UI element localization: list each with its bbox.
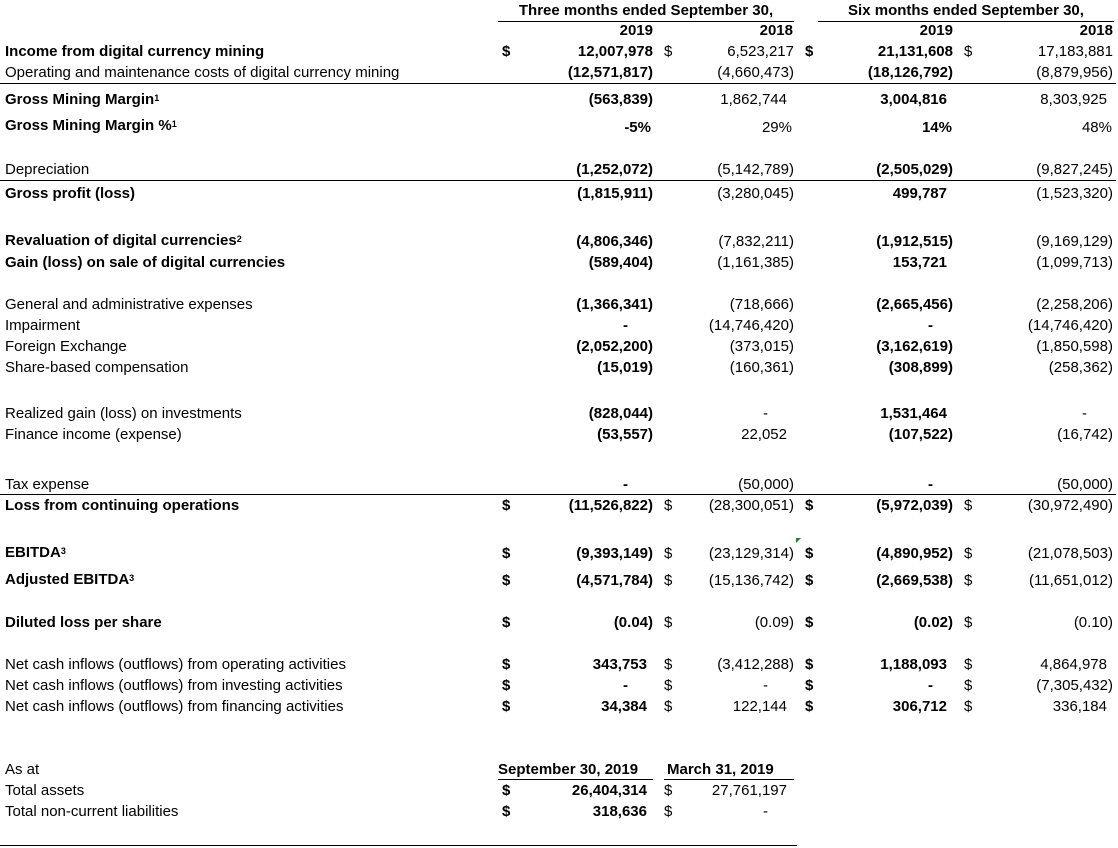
value-q2019: (2,052,200): [576, 338, 653, 355]
value-q2019: (53,557): [597, 426, 653, 443]
dollar-sign: $: [805, 545, 814, 562]
value-h2018: -: [1082, 405, 1087, 422]
dollar-sign: $: [664, 782, 673, 799]
value-q2018: -: [763, 405, 768, 422]
value-q2018: 122,144: [732, 698, 787, 715]
dollar-sign: $: [805, 677, 814, 694]
row-label-tax: Tax expense: [5, 476, 90, 493]
dollar-sign: $: [664, 572, 673, 589]
dollar-sign: $: [805, 497, 814, 514]
value-h2018: (0.10): [1073, 614, 1113, 631]
dollar-sign: $: [502, 545, 511, 562]
row-label-cfi: Net cash inflows (outflows) from investing activities: [5, 677, 343, 694]
footnote-marker: 1: [154, 93, 160, 103]
dollar-sign: $: [664, 497, 673, 514]
value-h2019: 153,721: [892, 254, 947, 271]
row-label-depreciation: Depreciation: [5, 161, 90, 178]
value-h2019: 1,531,464: [880, 405, 947, 422]
row-label-fx: Foreign Exchange: [5, 338, 127, 355]
row-label-cfo: Net cash inflows (outflows) from operating activities: [5, 656, 346, 673]
row-label-income: Income from digital currency mining: [5, 43, 265, 60]
dollar-sign: $: [502, 803, 511, 820]
dollar-sign: $: [964, 43, 973, 60]
dollar-sign: $: [964, 677, 973, 694]
value-h2018: (50,000): [1057, 476, 1113, 493]
dollar-sign: $: [502, 572, 511, 589]
value-h2018: (9,169,129): [1036, 233, 1113, 250]
value-h2019: (308,899): [888, 359, 953, 376]
value-q2018: -: [763, 677, 768, 694]
value-h2019: 21,131,608: [877, 43, 953, 60]
row-label-ncl: Total non-current liabilities: [5, 803, 179, 820]
value-q2018: 1,862,744: [720, 91, 787, 108]
dollar-sign: $: [664, 614, 673, 631]
as-at-label: As at: [5, 761, 40, 778]
value-q2019: 343,753: [592, 656, 647, 673]
row-divider: [0, 83, 1116, 84]
row-label-impairment: Impairment: [5, 317, 81, 334]
value-h2018: 4,864,978: [1040, 656, 1107, 673]
value-sep2019: 318,636: [592, 803, 647, 820]
value-h2018: (8,879,956): [1036, 64, 1113, 81]
value-q2018: (0.09): [754, 614, 794, 631]
value-h2018: (1,850,598): [1036, 338, 1113, 355]
value-q2019: (0.04): [613, 614, 653, 631]
value-q2018: 6,523,217: [727, 43, 794, 60]
value-q2018: (373,015): [729, 338, 794, 355]
dollar-sign: $: [964, 614, 973, 631]
value-sep2019: 26,404,314: [571, 782, 647, 799]
value-q2019: (1,252,072): [576, 161, 653, 178]
value-q2019: -5%: [624, 119, 651, 136]
row-label-ebitda: EBITDA$^3$: [5, 544, 66, 561]
value-q2018: (4,660,473): [717, 64, 794, 81]
row-divider: [0, 494, 1116, 495]
value-h2018: 8,303,925: [1040, 91, 1107, 108]
value-q2019: 34,384: [601, 698, 647, 715]
dollar-sign: $: [664, 803, 673, 820]
dollar-sign: $: [964, 698, 973, 715]
header-six-months: Six months ended September 30,: [848, 2, 1084, 19]
dollar-sign: $: [805, 656, 814, 673]
value-q2018: (3,412,288): [717, 656, 794, 673]
dollar-sign: $: [664, 545, 673, 562]
balance-header-underline: [498, 779, 653, 780]
value-q2019: -: [623, 476, 628, 493]
row-divider: [0, 180, 1116, 181]
value-q2018: (5,142,789): [717, 161, 794, 178]
row-label-diluted-lps: Diluted loss per share: [5, 614, 162, 631]
header-three-months: Three months ended September 30,: [518, 2, 774, 19]
value-h2018: (2,258,206): [1036, 296, 1113, 313]
row-label-ga: General and administrative expenses: [5, 296, 253, 313]
col-q-2019: 2019: [619, 22, 653, 39]
value-h2018: (258,362): [1048, 359, 1113, 376]
balance-col-mar2019: March 31, 2019: [667, 761, 774, 778]
value-h2019: (107,522): [888, 426, 953, 443]
value-h2019: (2,505,029): [876, 161, 953, 178]
dollar-sign: $: [805, 698, 814, 715]
value-q2019: (1,366,341): [576, 296, 653, 313]
value-q2018: (160,361): [729, 359, 794, 376]
dollar-sign: $: [664, 677, 673, 694]
dollar-sign: $: [805, 43, 814, 60]
dollar-sign: $: [664, 656, 673, 673]
value-h2019: 14%: [921, 119, 952, 136]
value-q2019: (828,044): [588, 405, 653, 422]
value-q2018: (23,129,314): [708, 545, 794, 562]
value-q2019: (4,571,784): [576, 572, 653, 589]
value-q2018: (15,136,742): [708, 572, 794, 589]
value-h2018: (14,746,420): [1027, 317, 1113, 334]
row-label-gain-sale: Gain (loss) on sale of digital currencies: [5, 254, 286, 271]
value-h2019: (2,665,456): [876, 296, 953, 313]
row-label-gmm-pct: Gross Mining Margin %$^1$: [5, 117, 177, 134]
row-label-sbc: Share-based compensation: [5, 359, 189, 376]
dollar-sign: $: [805, 572, 814, 589]
row-label-gmm: Gross Mining Margin$^1$: [5, 91, 160, 108]
value-h2019: -: [928, 317, 933, 334]
footnote-marker: 3: [129, 573, 135, 583]
value-h2019: (0.02): [913, 614, 953, 631]
footnote-marker: 2: [236, 234, 242, 244]
dollar-sign: $: [664, 43, 673, 60]
value-h2019: (1,912,515): [876, 233, 953, 250]
value-h2019: (18,126,792): [867, 64, 953, 81]
col-h-2019: 2019: [919, 22, 953, 39]
col-h-2018: 2018: [1079, 22, 1113, 39]
value-q2018: (7,832,211): [718, 233, 794, 250]
value-h2019: -: [928, 677, 933, 694]
value-q2018: (1,161,385): [717, 254, 794, 271]
dollar-sign: $: [964, 656, 973, 673]
value-h2018: (1,099,713): [1036, 254, 1113, 271]
value-h2018: (9,827,245): [1036, 161, 1113, 178]
value-q2018: (28,300,051): [708, 497, 794, 514]
value-h2018: (16,742): [1057, 426, 1113, 443]
value-h2019: (4,890,952): [876, 545, 953, 562]
value-q2019: (15,019): [597, 359, 653, 376]
value-h2018: 336,184: [1052, 698, 1107, 715]
dollar-sign: $: [964, 572, 973, 589]
value-q2019: -: [623, 677, 628, 694]
dollar-sign: $: [502, 656, 511, 673]
dollar-sign: $: [964, 545, 973, 562]
dollar-sign: $: [502, 782, 511, 799]
dollar-sign: $: [502, 497, 511, 514]
value-q2019: (12,571,817): [567, 64, 653, 81]
col-q-2018: 2018: [759, 22, 793, 39]
dollar-sign: $: [664, 698, 673, 715]
value-h2019: -: [928, 476, 933, 493]
value-h2018: (11,651,012): [1029, 572, 1113, 589]
value-q2019: -: [623, 317, 628, 334]
value-h2018: (30,972,490): [1027, 497, 1113, 514]
value-q2019: (11,526,822): [568, 497, 653, 514]
value-h2018: (1,523,320): [1036, 185, 1113, 202]
value-q2018: (718,666): [729, 296, 794, 313]
value-h2019: 1,188,093: [880, 656, 947, 673]
value-mar2019: 27,761,197: [711, 782, 787, 799]
dollar-sign: $: [805, 614, 814, 631]
value-h2019: (2,669,538): [876, 572, 953, 589]
value-h2018: 48%: [1081, 119, 1112, 136]
value-h2018: (7,305,432): [1036, 677, 1113, 694]
value-q2018: (50,000): [738, 476, 794, 493]
bottom-rule: [0, 845, 797, 846]
row-label-loss: Loss from continuing operations: [5, 497, 240, 514]
dollar-sign: $: [502, 614, 511, 631]
value-h2019: 306,712: [892, 698, 947, 715]
value-q2019: (1,815,911): [577, 185, 653, 202]
value-h2019: 3,004,816: [880, 91, 947, 108]
row-label-finance: Finance income (expense): [5, 426, 182, 443]
dollar-sign: $: [502, 43, 511, 60]
value-q2019: (563,839): [588, 91, 653, 108]
value-h2018: 17,183,881: [1037, 43, 1113, 60]
row-label-realized-gain: Realized gain (loss) on investments: [5, 405, 242, 422]
balance-header-underline: [664, 779, 794, 780]
value-h2019: 499,787: [892, 185, 947, 202]
balance-col-sep2019: September 30, 2019: [498, 761, 639, 778]
value-q2019: (9,393,149): [576, 545, 653, 562]
value-q2018: 29%: [761, 119, 792, 136]
dollar-sign: $: [502, 698, 511, 715]
footnote-marker: 1: [171, 119, 177, 129]
value-q2018: (3,280,045): [717, 185, 794, 202]
value-q2018: 22,052: [741, 426, 787, 443]
row-label-gross-profit: Gross profit (loss): [5, 185, 136, 202]
row-label-adjusted-ebitda: Adjusted EBITDA$^3$: [5, 571, 135, 588]
value-h2019: (3,162,619): [876, 338, 953, 355]
row-label-total-assets: Total assets: [5, 782, 85, 799]
value-q2018: (14,746,420): [708, 317, 794, 334]
row-label-opcost: Operating and maintenance costs of digital currency mining: [5, 64, 400, 81]
value-q2019: (4,806,346): [576, 233, 653, 250]
value-h2018: (21,078,503): [1027, 545, 1113, 562]
value-q2019: (589,404): [588, 254, 653, 271]
value-h2019: (5,972,039): [876, 497, 953, 514]
value-mar2019: -: [763, 803, 768, 820]
dollar-sign: $: [502, 677, 511, 694]
dollar-sign: $: [964, 497, 973, 514]
value-q2019: 12,007,978: [577, 43, 653, 60]
cell-comment-marker[interactable]: [796, 538, 801, 543]
row-label-cff: Net cash inflows (outflows) from financing activities: [5, 698, 344, 715]
footnote-marker: 3: [60, 546, 66, 556]
row-label-revaluation: Revaluation of digital currencies$^2$: [5, 232, 242, 249]
